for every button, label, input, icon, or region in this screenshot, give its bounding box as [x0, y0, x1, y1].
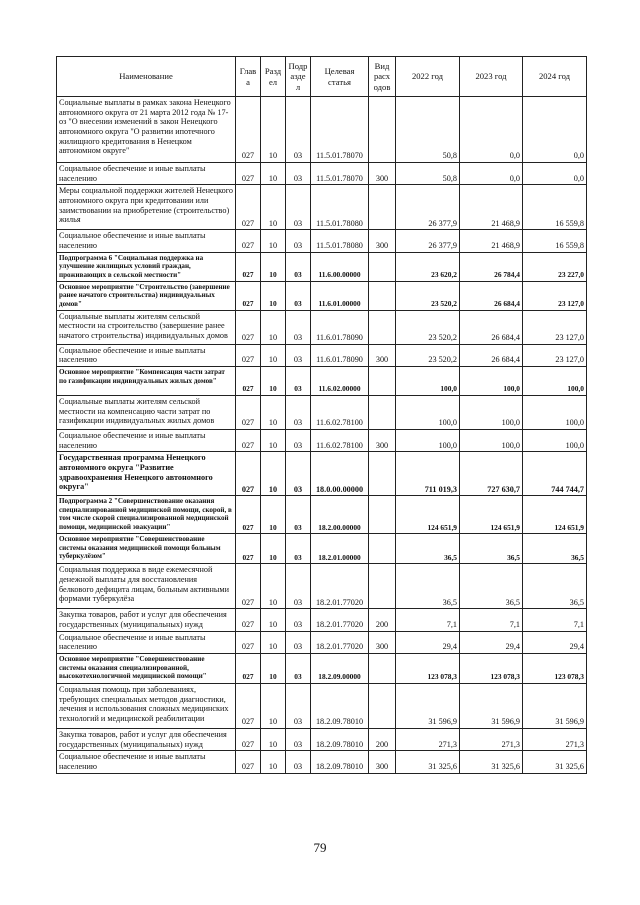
table-header-row [57, 57, 587, 97]
row-podrazdel: 03 [286, 396, 311, 430]
row-razdel: 10 [261, 367, 286, 396]
row-razdel: 10 [261, 163, 286, 185]
row-name: Социальная поддержка в виде ежемесячной денежной выплаты для восстановления белкового дефицита лицам, больным активными формами туберкулёза [57, 564, 236, 609]
row-razdel: 10 [261, 430, 286, 452]
row-vid [369, 252, 396, 281]
row-value-2022: 100,0 [396, 396, 460, 430]
row-value-2023: 36,5 [460, 564, 523, 609]
row-value-2023: 36,5 [460, 534, 523, 564]
row-vid [369, 396, 396, 430]
row-razdel: 10 [261, 751, 286, 773]
header-2022: 2022 год [396, 57, 460, 97]
row-podrazdel: 03 [286, 344, 311, 366]
row-value-2023: 100,0 [460, 367, 523, 396]
row-name: Социальное обеспечение и иные выплаты населению [57, 163, 236, 185]
row-value-2022: 23 520,2 [396, 344, 460, 366]
row-razdel: 10 [261, 344, 286, 366]
row-glava: 027 [236, 631, 261, 653]
row-glava: 027 [236, 452, 261, 496]
row-value-2024: 23 127,0 [523, 310, 587, 344]
row-vid [369, 310, 396, 344]
row-vid: 300 [369, 751, 396, 773]
row-razdel: 10 [261, 252, 286, 281]
row-value-2024: 31 596,9 [523, 684, 587, 729]
row-target: 11.5.01.78080 [311, 230, 369, 252]
row-value-2022: 50,8 [396, 163, 460, 185]
table-row [57, 729, 587, 751]
row-value-2024: 0,0 [523, 97, 587, 163]
row-value-2023: 123 078,3 [460, 654, 523, 684]
row-target: 11.6.01.78090 [311, 344, 369, 366]
row-podrazdel: 03 [286, 564, 311, 609]
row-name: Социальное обеспечение и иные выплаты населению [57, 230, 236, 252]
row-target: 18.2.01.77020 [311, 609, 369, 631]
row-value-2024: 123 078,3 [523, 654, 587, 684]
row-vid: 300 [369, 230, 396, 252]
table-row [57, 281, 587, 310]
row-name: Государственная программа Ненецкого автономного округа "Развитие здравоохранения Ненецкого автономного округа" [57, 452, 236, 496]
row-target: 11.6.01.00000 [311, 281, 369, 310]
row-value-2023: 100,0 [460, 430, 523, 452]
row-value-2022: 50,8 [396, 97, 460, 163]
row-razdel: 10 [261, 281, 286, 310]
row-name: Меры социальной поддержки жителей Ненецкого автономного округа при кредитовании или заимствовании на приобретение (строительство) жилья [57, 185, 236, 230]
row-razdel: 10 [261, 185, 286, 230]
row-value-2023: 26 684,4 [460, 310, 523, 344]
row-value-2022: 29,4 [396, 631, 460, 653]
row-razdel: 10 [261, 452, 286, 496]
row-target: 18.2.09.78010 [311, 684, 369, 729]
row-value-2023: 26 684,4 [460, 281, 523, 310]
row-podrazdel: 03 [286, 684, 311, 729]
row-target: 11.5.01.78080 [311, 185, 369, 230]
row-glava: 027 [236, 564, 261, 609]
row-name: Социальные выплаты жителям сельской местности на компенсацию части затрат по газификации индивидуальных жилых домов [57, 396, 236, 430]
header-glava: Глав а [236, 57, 261, 97]
table-row [57, 751, 587, 773]
row-value-2023: 31 325,6 [460, 751, 523, 773]
row-vid [369, 367, 396, 396]
row-target: 18.2.00.00000 [311, 496, 369, 534]
row-podrazdel: 03 [286, 534, 311, 564]
table-row [57, 230, 587, 252]
row-value-2024: 744 744,7 [523, 452, 587, 496]
row-vid [369, 496, 396, 534]
table-row [57, 496, 587, 534]
row-value-2024: 16 559,8 [523, 230, 587, 252]
row-vid: 300 [369, 631, 396, 653]
table-row [57, 430, 587, 452]
row-value-2024: 7,1 [523, 609, 587, 631]
row-value-2024: 124 651,9 [523, 496, 587, 534]
table-row [57, 684, 587, 729]
row-target: 11.5.01.78070 [311, 97, 369, 163]
table-row [57, 163, 587, 185]
row-razdel: 10 [261, 496, 286, 534]
row-value-2023: 0,0 [460, 163, 523, 185]
row-value-2023: 29,4 [460, 631, 523, 653]
row-podrazdel: 03 [286, 729, 311, 751]
row-value-2022: 7,1 [396, 609, 460, 631]
table-row [57, 396, 587, 430]
row-vid: 300 [369, 344, 396, 366]
row-name: Подпрограмма 2 "Совершенствование оказания специализированной медицинской помощи, скорой, в том числе скорой специализированной медицинской помощи, медицинской эвакуации" [57, 496, 236, 534]
row-value-2023: 727 630,7 [460, 452, 523, 496]
row-vid: 300 [369, 430, 396, 452]
row-razdel: 10 [261, 654, 286, 684]
row-value-2023: 26 684,4 [460, 344, 523, 366]
row-name: Закупка товаров, работ и услуг для обеспечения государственных (муниципальных) нужд [57, 729, 236, 751]
row-value-2022: 31 596,9 [396, 684, 460, 729]
row-vid [369, 564, 396, 609]
row-name: Подпрограмма 6 "Социальная поддержка на улучшение жилищных условий граждан, проживающих в сельской местности" [57, 252, 236, 281]
row-vid [369, 534, 396, 564]
row-target: 18.2.01.00000 [311, 534, 369, 564]
header-podrazdel: Подр азде л [286, 57, 311, 97]
row-podrazdel: 03 [286, 631, 311, 653]
row-target: 18.2.09.78010 [311, 751, 369, 773]
row-glava: 027 [236, 609, 261, 631]
row-target: 18.2.09.00000 [311, 654, 369, 684]
row-glava: 027 [236, 310, 261, 344]
row-value-2024: 36,5 [523, 564, 587, 609]
row-podrazdel: 03 [286, 751, 311, 773]
row-name: Социальные выплаты в рамках закона Ненецкого автономного округа от 21 марта 2012 года № 17-оз "О внесении изменений в закон Ненецкого автономного округа "О развитии ипотечного жилищного кредитования в Ненецком автономном округе" [57, 97, 236, 163]
row-razdel: 10 [261, 230, 286, 252]
row-glava: 027 [236, 751, 261, 773]
table-body [57, 97, 587, 774]
row-name: Основное мероприятие "Совершенствование системы оказания специализированной, высокотехнологичной медицинской помощи" [57, 654, 236, 684]
row-podrazdel: 03 [286, 163, 311, 185]
row-name: Закупка товаров, работ и услуг для обеспечения государственных (муниципальных) нужд [57, 609, 236, 631]
row-razdel: 10 [261, 310, 286, 344]
row-target: 18.2.01.77020 [311, 564, 369, 609]
table-row [57, 609, 587, 631]
table-row [57, 534, 587, 564]
row-podrazdel: 03 [286, 496, 311, 534]
row-glava: 027 [236, 163, 261, 185]
row-name: Основное мероприятие "Строительство (завершение ранее начатого строительства) индивидуальных домов" [57, 281, 236, 310]
row-value-2023: 21 468,9 [460, 230, 523, 252]
row-razdel: 10 [261, 729, 286, 751]
table-row [57, 97, 587, 163]
row-vid: 200 [369, 609, 396, 631]
row-podrazdel: 03 [286, 609, 311, 631]
row-name: Социальное обеспечение и иные выплаты населению [57, 430, 236, 452]
row-value-2024: 0,0 [523, 163, 587, 185]
row-name: Социальная помощь при заболеваниях, требующих специальных методов диагностики, лечения и использования сложных медицинских технологий и медицинской реабилитации [57, 684, 236, 729]
row-value-2024: 36,5 [523, 534, 587, 564]
header-target: Целевая статья [311, 57, 369, 97]
row-razdel: 10 [261, 396, 286, 430]
row-value-2023: 26 784,4 [460, 252, 523, 281]
row-glava: 027 [236, 185, 261, 230]
row-vid [369, 185, 396, 230]
row-vid: 300 [369, 163, 396, 185]
row-razdel: 10 [261, 534, 286, 564]
row-value-2022: 23 520,2 [396, 310, 460, 344]
row-value-2023: 7,1 [460, 609, 523, 631]
row-glava: 027 [236, 430, 261, 452]
row-podrazdel: 03 [286, 281, 311, 310]
row-podrazdel: 03 [286, 452, 311, 496]
row-podrazdel: 03 [286, 367, 311, 396]
row-glava: 027 [236, 684, 261, 729]
row-value-2024: 100,0 [523, 430, 587, 452]
row-glava: 027 [236, 97, 261, 163]
header-2023: 2023 год [460, 57, 523, 97]
row-value-2022: 271,3 [396, 729, 460, 751]
table-row [57, 654, 587, 684]
row-vid [369, 684, 396, 729]
budget-table [56, 56, 587, 774]
row-value-2022: 36,5 [396, 564, 460, 609]
row-vid: 200 [369, 729, 396, 751]
row-value-2022: 36,5 [396, 534, 460, 564]
row-glava: 027 [236, 367, 261, 396]
row-target: 18.2.01.77020 [311, 631, 369, 653]
row-razdel: 10 [261, 564, 286, 609]
row-glava: 027 [236, 252, 261, 281]
row-value-2022: 31 325,6 [396, 751, 460, 773]
row-value-2024: 23 227,0 [523, 252, 587, 281]
row-podrazdel: 03 [286, 430, 311, 452]
row-name: Социальное обеспечение и иные выплаты населению [57, 631, 236, 653]
row-glava: 027 [236, 496, 261, 534]
row-target: 18.2.09.78010 [311, 729, 369, 751]
header-name: Наименование [57, 57, 236, 97]
row-value-2023: 31 596,9 [460, 684, 523, 729]
row-glava: 027 [236, 654, 261, 684]
row-value-2024: 16 559,8 [523, 185, 587, 230]
row-glava: 027 [236, 344, 261, 366]
row-podrazdel: 03 [286, 252, 311, 281]
row-value-2022: 23 620,2 [396, 252, 460, 281]
row-target: 11.6.01.78090 [311, 310, 369, 344]
row-value-2024: 23 127,0 [523, 281, 587, 310]
row-value-2022: 26 377,9 [396, 230, 460, 252]
row-name: Социальное обеспечение и иные выплаты населению [57, 344, 236, 366]
table-row [57, 344, 587, 366]
row-vid [369, 654, 396, 684]
table-row [57, 310, 587, 344]
row-name: Основное мероприятие "Совершенствование системы оказания медицинской помощи больным туберкулёзом" [57, 534, 236, 564]
row-target: 11.6.02.78100 [311, 396, 369, 430]
row-value-2024: 271,3 [523, 729, 587, 751]
row-podrazdel: 03 [286, 185, 311, 230]
row-vid [369, 97, 396, 163]
row-value-2022: 124 651,9 [396, 496, 460, 534]
table-row [57, 452, 587, 496]
row-value-2022: 100,0 [396, 430, 460, 452]
row-target: 18.0.00.00000 [311, 452, 369, 496]
row-value-2023: 0,0 [460, 97, 523, 163]
row-name: Социальные выплаты жителям сельской местности на строительство (завершение ранее начатого строительства) индивидуальных домов [57, 310, 236, 344]
row-value-2023: 271,3 [460, 729, 523, 751]
row-glava: 027 [236, 396, 261, 430]
table-row [57, 367, 587, 396]
row-value-2022: 26 377,9 [396, 185, 460, 230]
table-row [57, 631, 587, 653]
row-podrazdel: 03 [286, 97, 311, 163]
row-podrazdel: 03 [286, 230, 311, 252]
row-vid [369, 281, 396, 310]
table-row [57, 252, 587, 281]
row-value-2024: 100,0 [523, 396, 587, 430]
row-glava: 027 [236, 281, 261, 310]
row-glava: 027 [236, 534, 261, 564]
row-target: 11.6.00.00000 [311, 252, 369, 281]
row-name: Социальное обеспечение и иные выплаты населению [57, 751, 236, 773]
row-value-2022: 711 019,3 [396, 452, 460, 496]
row-value-2024: 29,4 [523, 631, 587, 653]
row-razdel: 10 [261, 609, 286, 631]
row-podrazdel: 03 [286, 654, 311, 684]
row-target: 11.6.02.78100 [311, 430, 369, 452]
page-number: 79 [313, 840, 327, 855]
header-razdel: Разд ел [261, 57, 286, 97]
row-target: 11.5.01.78070 [311, 163, 369, 185]
row-value-2022: 23 520,2 [396, 281, 460, 310]
header-vid: Вид расх одов [369, 57, 396, 97]
table-row [57, 185, 587, 230]
row-value-2024: 23 127,0 [523, 344, 587, 366]
row-value-2024: 100,0 [523, 367, 587, 396]
row-value-2023: 21 468,9 [460, 185, 523, 230]
row-value-2023: 124 651,9 [460, 496, 523, 534]
row-value-2022: 123 078,3 [396, 654, 460, 684]
row-target: 11.6.02.00000 [311, 367, 369, 396]
row-razdel: 10 [261, 684, 286, 729]
header-2024: 2024 год [523, 57, 587, 97]
row-razdel: 10 [261, 631, 286, 653]
row-value-2022: 100,0 [396, 367, 460, 396]
row-glava: 027 [236, 729, 261, 751]
row-podrazdel: 03 [286, 310, 311, 344]
row-value-2023: 100,0 [460, 396, 523, 430]
row-vid [369, 452, 396, 496]
row-name: Основное мероприятие "Компенсация части затрат по газификации индивидуальных жилых домов" [57, 367, 236, 396]
row-razdel: 10 [261, 97, 286, 163]
row-value-2024: 31 325,6 [523, 751, 587, 773]
row-glava: 027 [236, 230, 261, 252]
table-row [57, 564, 587, 609]
